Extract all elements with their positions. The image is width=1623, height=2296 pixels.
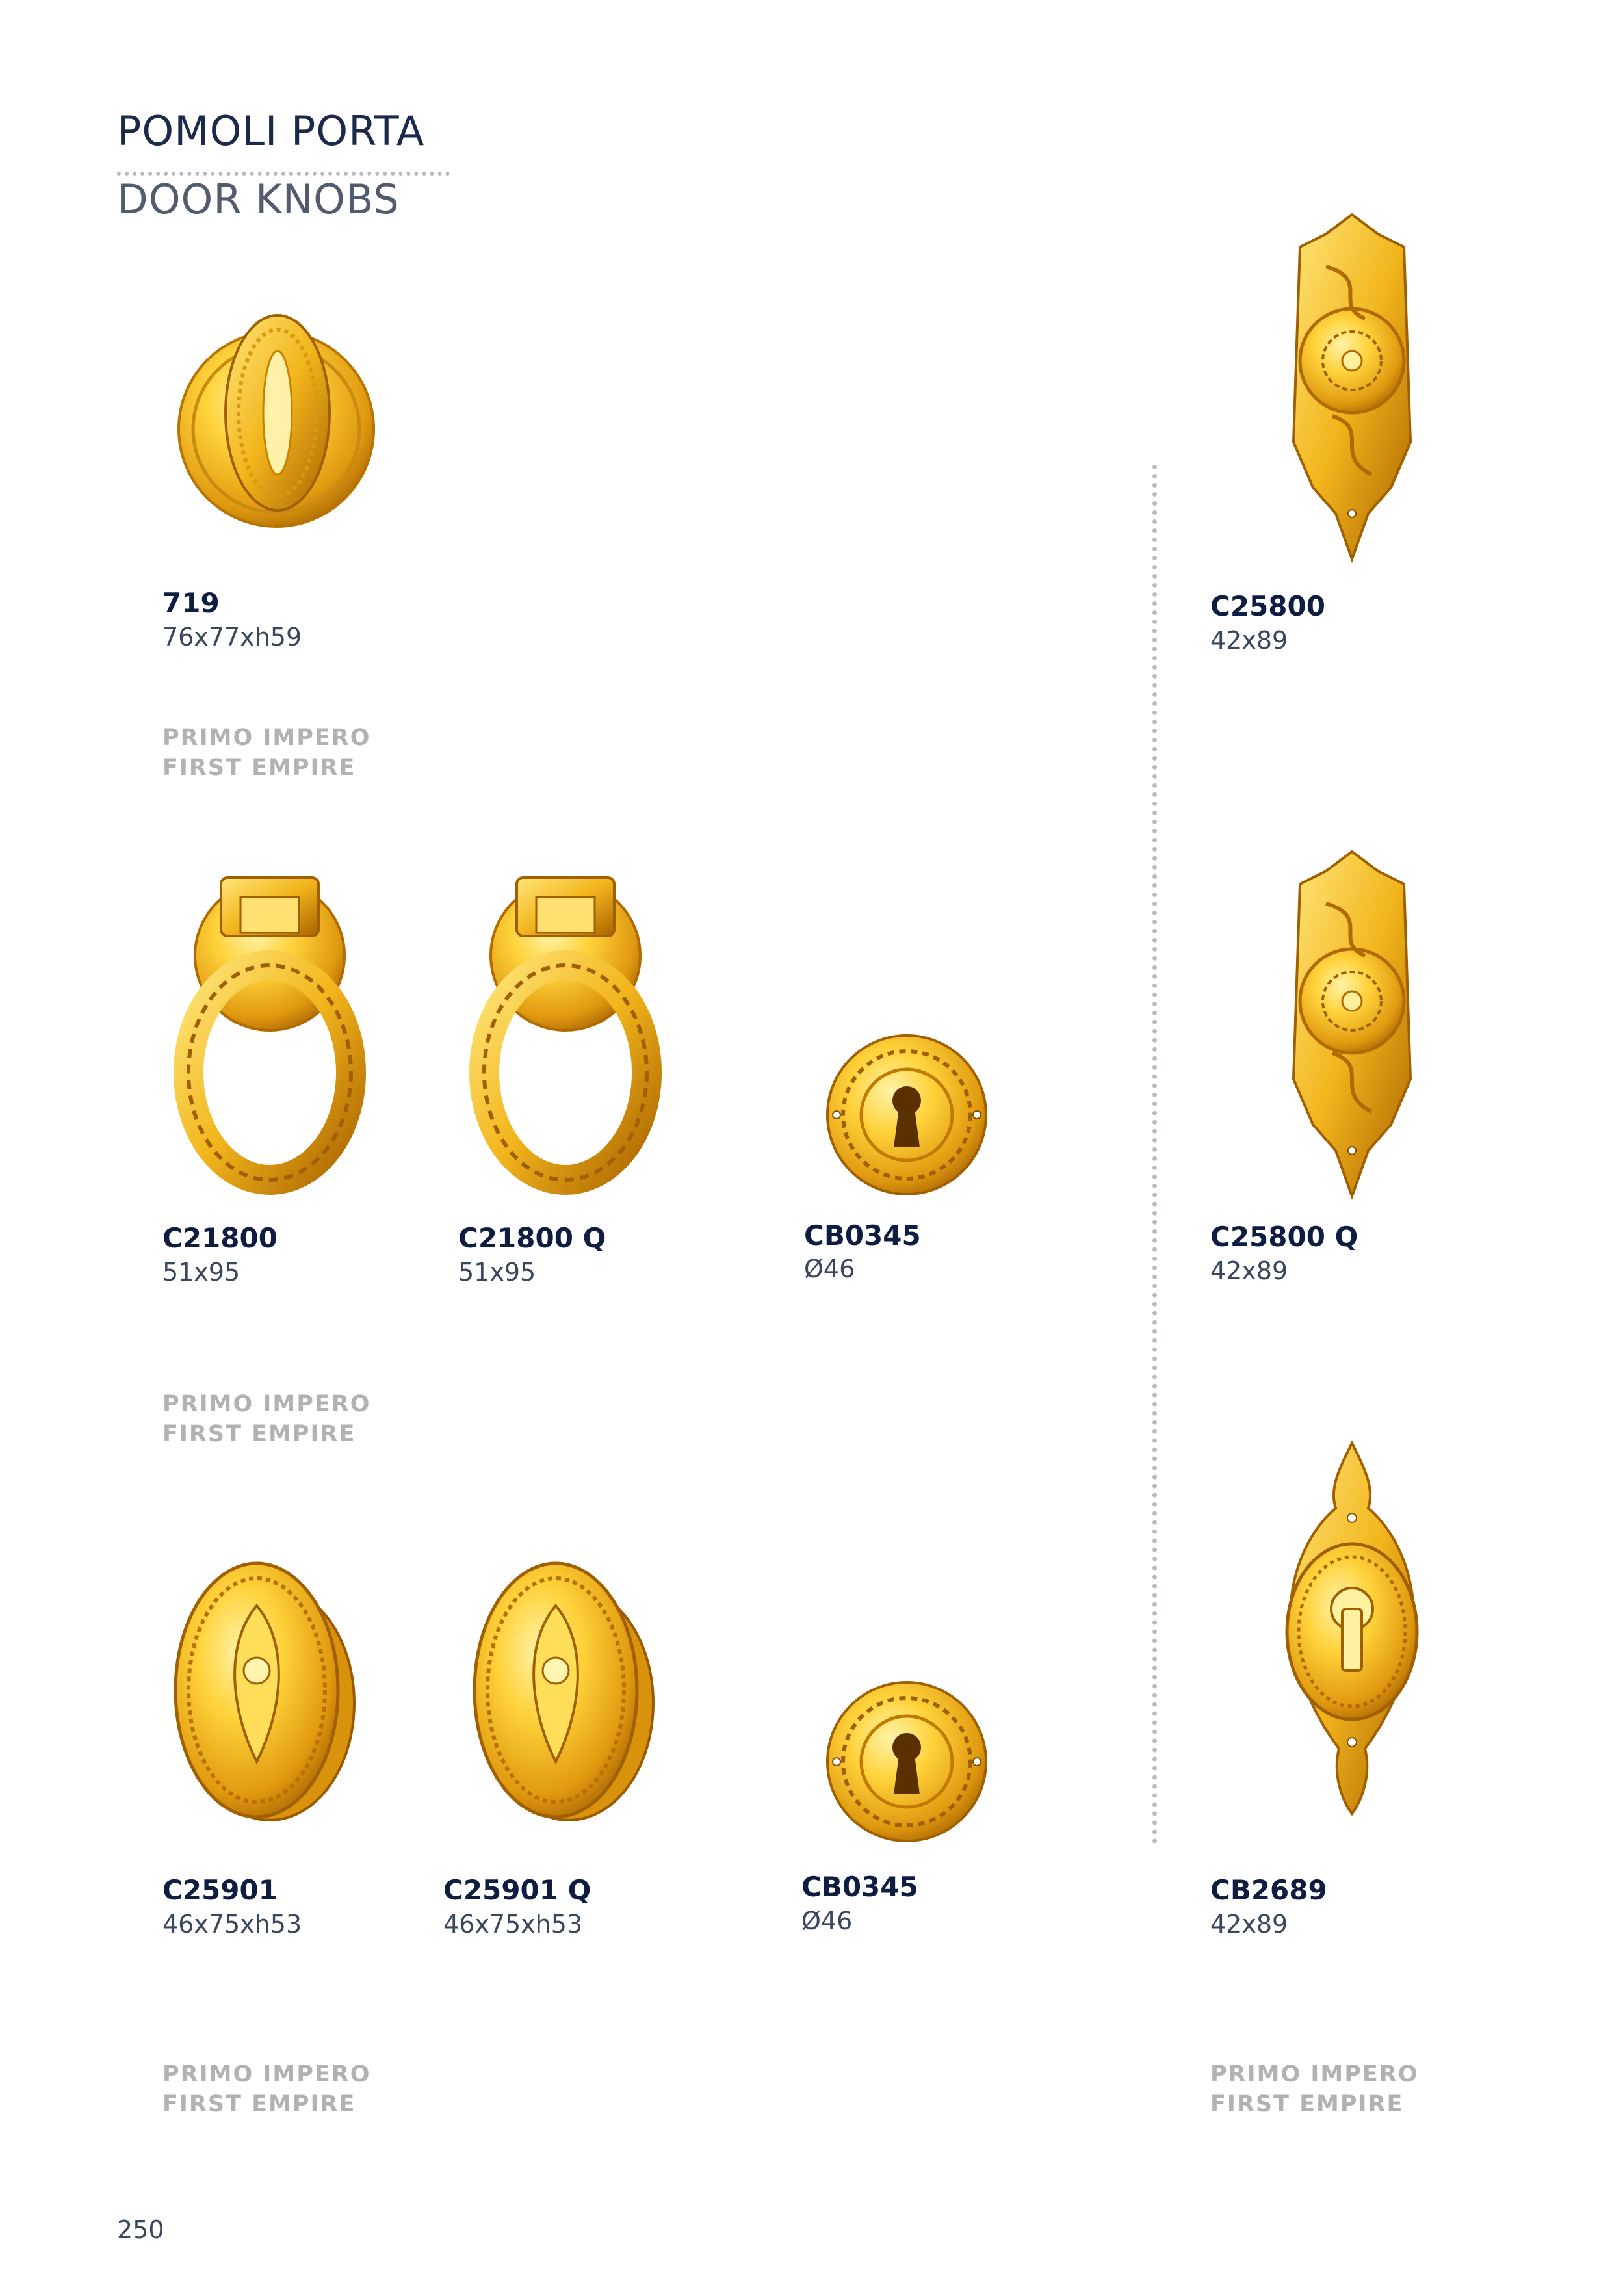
product-code: C25800 [1210,590,1325,622]
product-dimensions: 51x95 [458,1258,536,1286]
product-code: CB0345 [804,1220,921,1251]
product-image-c25901 [166,1547,361,1833]
collection-name-italian: PRIMO IMPERO [1210,2061,1419,2087]
page-number: 250 [117,2215,164,2244]
collection-name-english: FIRST EMPIRE [1210,2091,1404,2117]
product-dimensions: 42x89 [1210,626,1288,655]
collection-label [162,723,371,783]
collection-name-english: FIRST EMPIRE [162,2091,356,2117]
product-dimensions: 42x89 [1210,1910,1288,1938]
collection-name-italian: PRIMO IMPERO [162,725,371,751]
product-dimensions: Ø46 [804,1255,855,1283]
product-dimensions: 76x77xh59 [162,623,302,651]
collection-label [162,2059,371,2119]
product-code: CB2689 [1210,1874,1327,1906]
collection-name-italian: PRIMO IMPERO [162,1391,371,1417]
page-title-italian: POMOLI PORTA [117,107,425,155]
product-dimensions: 46x75xh53 [443,1910,583,1938]
collection-name-english: FIRST EMPIRE [162,1421,356,1447]
product-image-719 [166,306,393,533]
product-image-c25800-q [1254,845,1449,1209]
product-image-cb0345 [822,1030,991,1199]
product-image-c21800-q [465,871,673,1196]
product-code: 719 [162,587,220,619]
product-image-c25901-q [465,1547,660,1833]
collection-label [162,1389,371,1449]
product-code: CB0345 [801,1871,918,1903]
page-title-english: DOOR KNOBS [117,176,400,223]
product-dimensions: Ø46 [801,1907,853,1935]
product-code: C25901 Q [443,1874,591,1906]
column-divider [1152,465,1157,1844]
product-image-c25800 [1254,208,1449,572]
product-code: C25901 [162,1874,278,1906]
collection-name-italian: PRIMO IMPERO [162,2061,371,2087]
product-dimensions: 51x95 [162,1258,240,1286]
product-dimensions: 42x89 [1210,1257,1288,1285]
product-code: C21800 [162,1222,278,1254]
product-code: C25800 Q [1210,1221,1358,1253]
product-image-cb2689 [1258,1437,1446,1820]
product-code: C21800 Q [458,1222,606,1254]
collection-label [1210,2059,1419,2119]
product-image-cb0345-second [822,1677,991,1846]
product-dimensions: 46x75xh53 [162,1910,302,1938]
product-image-c21800 [169,871,377,1196]
collection-name-english: FIRST EMPIRE [162,755,356,781]
